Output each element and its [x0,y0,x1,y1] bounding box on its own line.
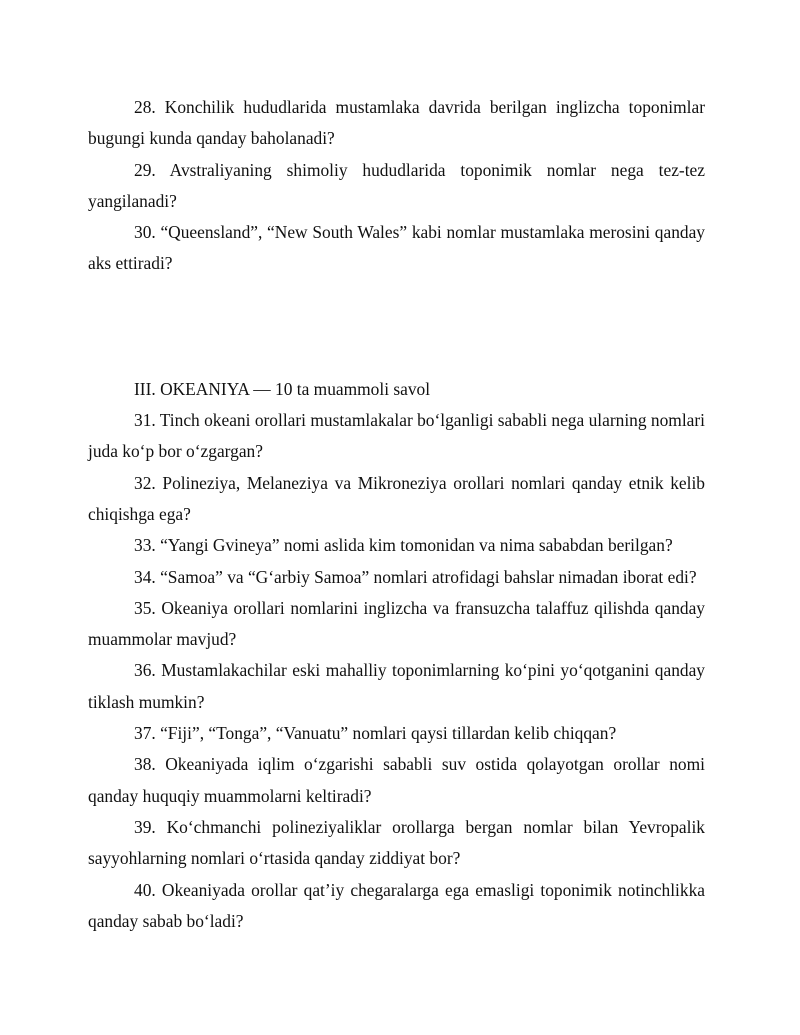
document-page [88,92,705,937]
question-33: 33. “Yangi Gvineya” nomi aslida kim tomonidan va nima sababdan berilgan? [134,535,673,556]
question-38: 38. Okeaniyada iqlim o‘zgarishi sababli suv ostida qolayotgan orollar nomi qanday huquqiy muammolarni keltiradi? [88,754,705,806]
question-29: 29. Avstraliyaning shimoliy hududlarida toponimik nomlar nega tez-tez yangilanadi? [88,159,705,211]
question-31: 31. Tinch okeani orollari mustamlakalar bo‘lganligi sababli nega ularning nomlari juda ko‘p bor o‘zgargan? [88,410,705,462]
section-heading: III. OKEANIYA — 10 ta muammoli savol [134,378,431,399]
question-28: 28. Konchilik hududlarida mustamlaka davrida berilgan inglizcha toponimlar bugungi kunda qanday baholanadi? [88,97,705,149]
question-37: 37. “Fiji”, “Tonga”, “Vanuatu” nomlari qaysi tillardan kelib chiqqan? [134,723,617,744]
section-spacer [88,280,705,374]
question-32: 32. Polineziya, Melaneziya va Mikroneziya orollari nomlari qanday etnik kelib chiqishga ega? [88,472,705,524]
question-35: 35. Okeaniya orollari nomlarini inglizcha va fransuzcha talaffuz qilishda qanday muammolar mavjud? [88,597,705,650]
question-40: 40. Okeaniyada orollar qat’iy chegaralarga ega emasligi toponimik notinchlikka qanday sabab bo‘ladi? [88,879,705,931]
question-39: 39. Ko‘chmanchi polineziyaliklar orollarga bergan nomlar bilan Yevropalik sayyohlarning nomlari o‘rtasida qanday ziddiyat bor? [88,816,705,869]
question-36: 36. Mustamlakachilar eski mahalliy toponimlarning ko‘pini yo‘qotganini qanday tiklash mumkin? [88,660,705,712]
question-34: 34. “Samoa” va “G‘arbiy Samoa” nomlari atrofidagi bahslar nimadan iborat edi? [134,566,697,587]
question-30: 30. “Queensland”, “New South Wales” kabi nomlar mustamlaka merosini qanday aks ettiradi? [88,222,705,274]
